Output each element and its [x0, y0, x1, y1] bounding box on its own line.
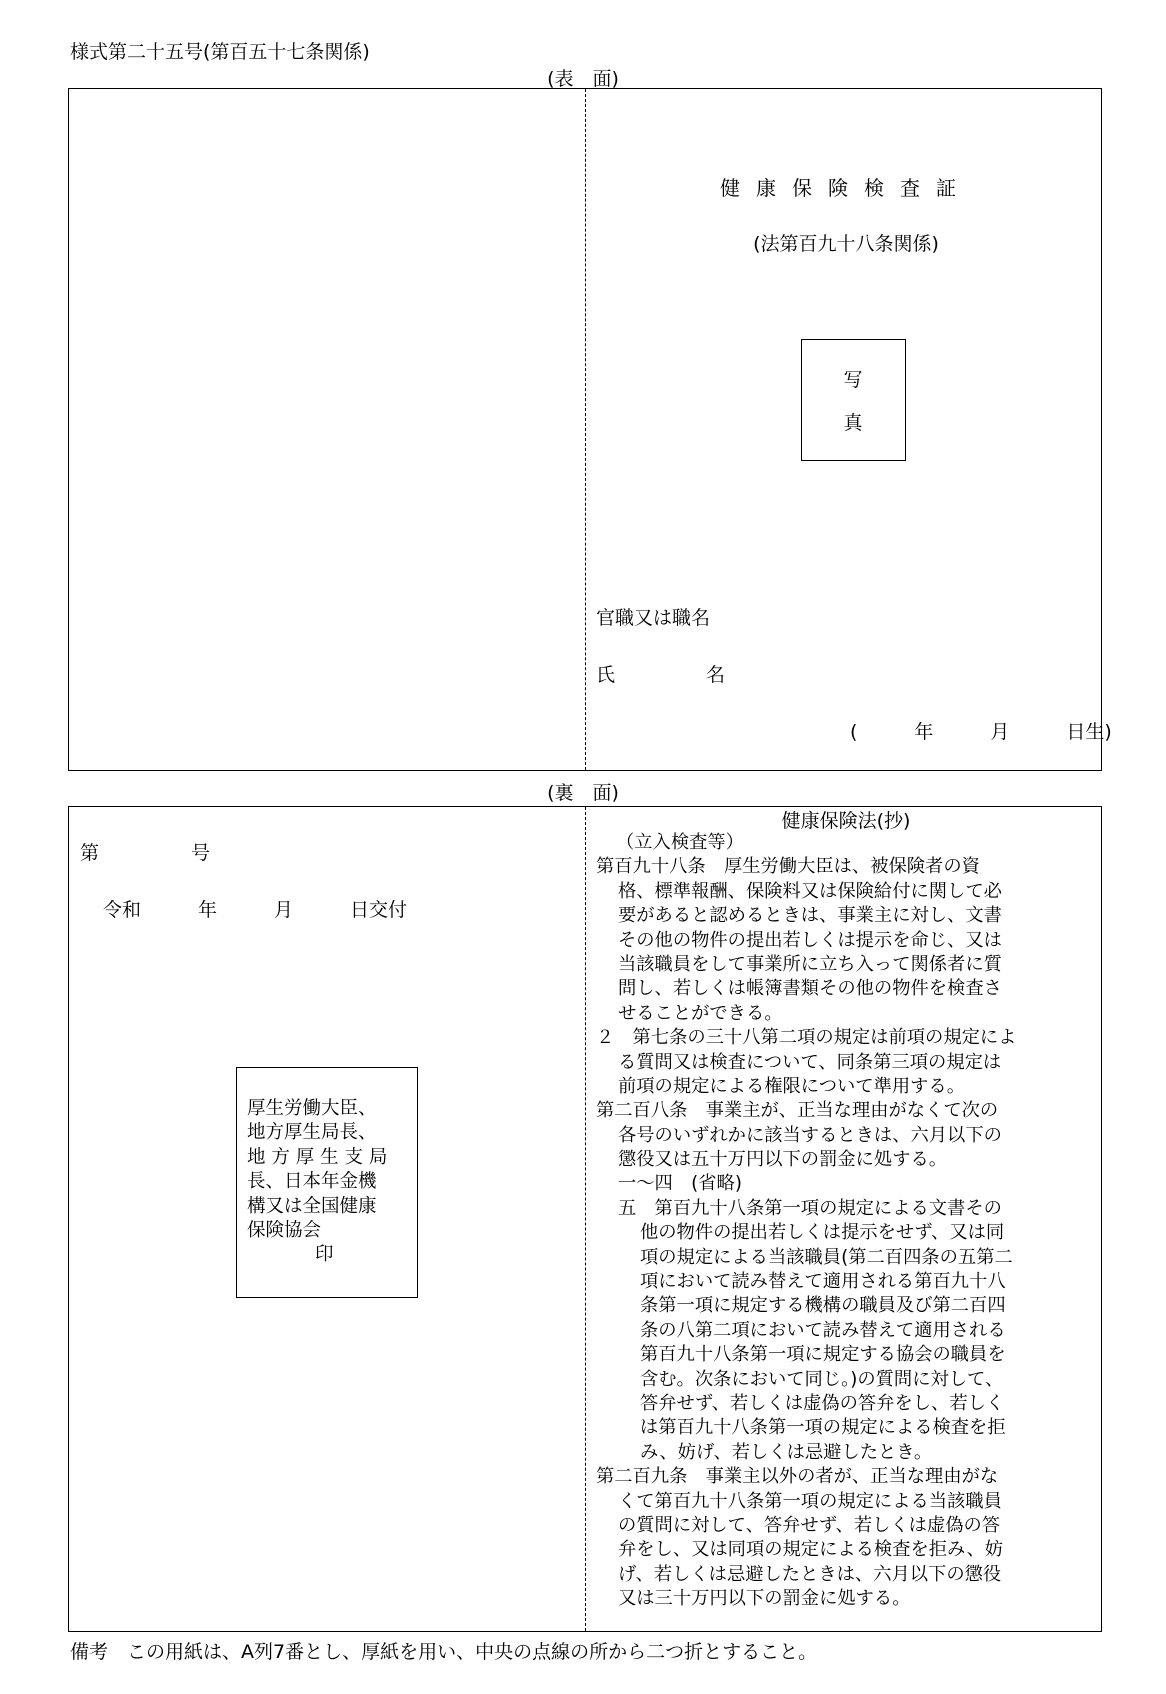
law-line: 要があると認めるときは、事業主に対し、文書 — [618, 905, 1002, 927]
name-label-1: 氏 — [596, 664, 616, 686]
law-line: 項の規定による当該職員(第二百四条の五第二 — [640, 1246, 1013, 1268]
law-line: の質問に対して、答弁せず、若しくは虚偽の答 — [618, 1514, 1001, 1536]
law-line: 項において読み替えて適用される第百九十八 — [640, 1271, 1006, 1293]
card-title: 健康保険検査証 — [720, 176, 972, 200]
name-label-2: 名 — [706, 664, 726, 686]
law-line: み、妨げ、若しくは忌避したとき。 — [640, 1441, 933, 1463]
issuer-stamp-box — [236, 1067, 418, 1298]
law-line: 第百九十八条 厚生労働大臣は、被保険者の資 — [596, 856, 980, 878]
issuer-line: 地方厚生局長、 — [247, 1122, 377, 1144]
photo-label-1: 写 — [843, 369, 863, 391]
photo-box — [801, 339, 906, 461]
birth-date-line: ( 年 月 日生) — [850, 721, 1112, 743]
law-line: 又は三十万円以下の罰金に処する。 — [618, 1588, 911, 1610]
law-line: 五 第百九十八条第一項の規定による文書その — [618, 1197, 1002, 1219]
back-label: (裏 面) — [547, 782, 619, 804]
issuer-line: 保険協会 — [247, 1219, 322, 1241]
law-line: せることができる。 — [618, 1002, 783, 1024]
front-label: (表 面) — [547, 68, 619, 90]
law-line: る質問又は検査について、同条第三項の規定は — [618, 1051, 1002, 1073]
law-line: 答弁せず、若しくは虚偽の答弁をし、若しく — [640, 1392, 1005, 1414]
official-title-label: 官職又は職名 — [596, 607, 711, 629]
law-line: 前項の規定による権限について準用する。 — [618, 1075, 965, 1097]
front-fold-line — [585, 89, 586, 770]
law-line: 他の物件の提出若しくは提示をせず、又は同 — [640, 1222, 1005, 1244]
law-line: 一～四 (省略) — [618, 1173, 742, 1195]
issuer-line: 厚生労働大臣、 — [247, 1098, 377, 1119]
issuer-line: 地 方 厚 生 支 局 — [247, 1146, 388, 1168]
law-line: 問し、若しくは帳簿書類その他の物件を検査さ — [618, 978, 1002, 1000]
usage-note: 備考 この用紙は、A列7番とし、厚紙を用い、中央の点線の所から二つ折とすること。 — [70, 1641, 818, 1663]
issuer-line: 構又は全国健康 — [247, 1195, 377, 1217]
form-title: 様式第二十五号(第百五十七条関係) — [70, 41, 370, 63]
law-line: げ、若しくは忌避したときは、六月以下の懲役 — [618, 1563, 1002, 1585]
law-text — [596, 831, 1016, 1612]
issuer-line: 長、日本年金機 — [247, 1171, 377, 1193]
law-line: その他の物件の提出若しくは提示を命じ、又は — [618, 929, 1002, 951]
number-label-2: 号 — [191, 842, 211, 864]
seal-mark: 印 — [315, 1244, 334, 1266]
law-line: 含む。次条において同じ。)の質問に対して、 — [640, 1368, 1004, 1390]
law-line: （立入検査等） — [616, 832, 744, 853]
law-line: くて第百九十八条第一項の規定による当該職員 — [618, 1490, 1002, 1512]
law-line: 条の八第二項において読み替えて適用される — [640, 1319, 1006, 1341]
issue-date-line: 令和 年 月 日交付 — [103, 899, 408, 921]
card-subtitle: (法第百九十八条関係) — [753, 233, 939, 255]
issuer-text — [247, 1097, 387, 1268]
law-line: 第百九十八条第一項に規定する協会の職員を — [640, 1344, 1006, 1366]
law-line: 条第一項に規定する機構の職員及び第二百四 — [640, 1295, 1006, 1317]
number-label-1: 第 — [80, 842, 100, 864]
law-line: 格、標準報酬、保険料又は保険給付に関して必 — [618, 880, 1002, 902]
law-line: 第二百九条 事業主以外の者が、正当な理由がな — [596, 1466, 999, 1488]
law-line: 第二百八条 事業主が、正当な理由がなくて次の — [596, 1100, 999, 1122]
photo-label-2: 真 — [843, 412, 863, 434]
law-title: 健康保険法(抄) — [781, 810, 911, 832]
back-fold-line — [585, 807, 586, 1631]
law-line: ２ 第七条の三十八第二項の規定は前項の規定によ — [596, 1027, 1017, 1049]
law-line: 弁をし、又は同項の規定による検査を拒み、妨 — [618, 1539, 1004, 1561]
law-line: 懲役又は五十万円以下の罰金に処する。 — [618, 1149, 948, 1171]
law-line: は第百九十八条第一項の規定による検査を拒 — [640, 1417, 1006, 1439]
law-line: 各号のいずれかに該当するときは、六月以下の — [618, 1124, 1002, 1146]
law-line: 当該職員をして事業所に立ち入って関係者に質 — [618, 953, 1002, 975]
